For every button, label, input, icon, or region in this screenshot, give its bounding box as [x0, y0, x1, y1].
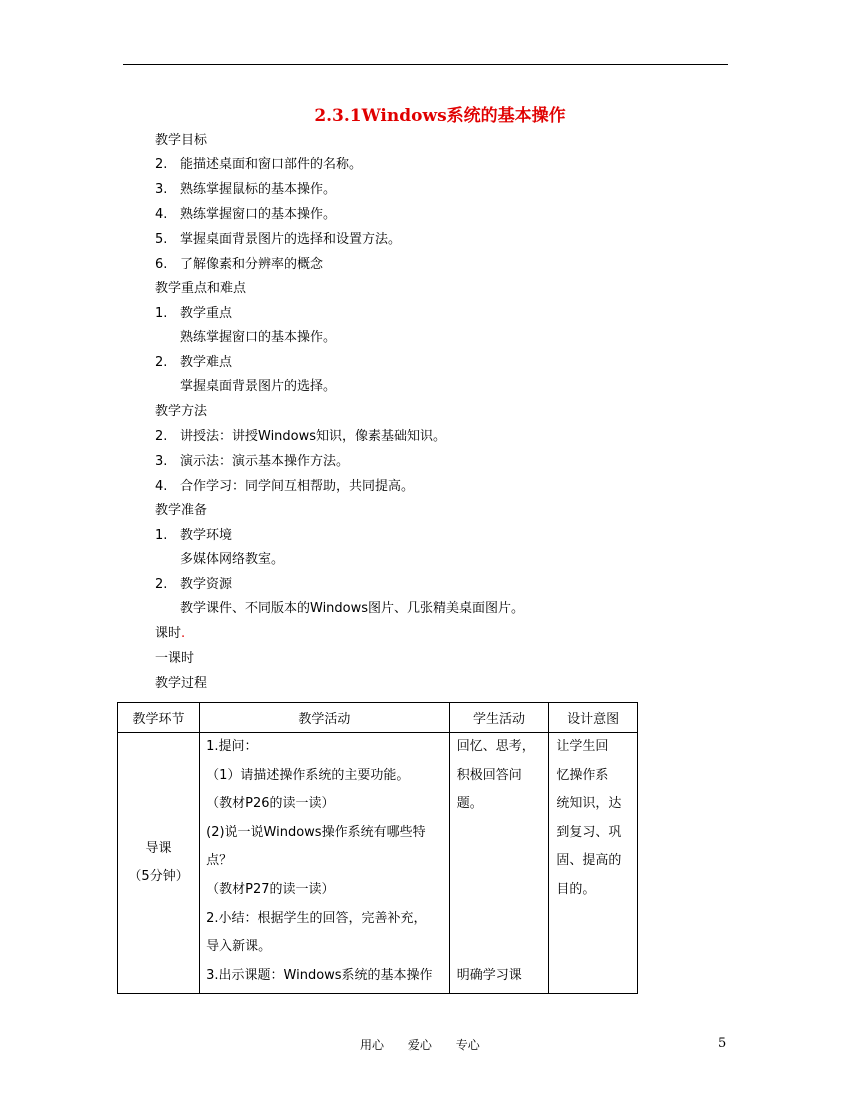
keypoint-item — [155, 355, 232, 371]
goal-text: 了解像素和分辨率的概念 — [180, 257, 324, 272]
prep-number: 2. — [155, 577, 168, 592]
header-rule — [123, 64, 728, 65]
header-stage: 教学环节 — [118, 703, 200, 733]
intent-line: 固、提高的 — [556, 853, 622, 869]
header-student: 学生活动 — [449, 703, 549, 733]
activity-line: 导入新课。 — [206, 939, 272, 955]
process-heading: 教学过程 — [155, 676, 208, 691]
keypoint-label: 教学重点 — [180, 306, 233, 321]
method-number: 3. — [155, 454, 168, 469]
intent-line: 统知识，达 — [556, 796, 622, 812]
stage-name: 导课 — [145, 841, 172, 857]
keypoint-number: 2. — [155, 355, 168, 370]
goal-number: 3. — [155, 182, 168, 197]
activity-line: (2)说一说Windows操作系统有哪些特 — [206, 824, 426, 840]
activity-line: 3.出示课题：Windows系统的基本操作 — [206, 967, 433, 983]
student-line — [457, 847, 545, 876]
keypoints-heading: 教学重点和难点 — [155, 281, 247, 296]
student-cell — [449, 733, 549, 994]
goal-text: 熟练掌握鼠标的基本操作。 — [180, 182, 337, 197]
goal-number: 5. — [155, 232, 168, 247]
activity-cell — [200, 733, 450, 994]
goal-number: 4. — [155, 207, 168, 222]
stage-cell — [118, 733, 200, 994]
activity-line: 1.提问： — [206, 739, 258, 754]
page-number: 5 — [718, 1036, 727, 1051]
prep-detail: 多媒体网络教室。 — [180, 552, 285, 567]
methods-heading: 教学方法 — [155, 404, 208, 419]
keypoint-detail: 熟练掌握窗口的基本操作。 — [180, 330, 337, 345]
activity-line: （1）请描述操作系统的主要功能。 — [206, 767, 410, 783]
activity-line: 点？ — [206, 853, 233, 869]
student-line — [457, 933, 545, 962]
goals-heading: 教学目标 — [155, 133, 208, 148]
hours-heading — [155, 626, 185, 642]
student-line: 明确学习课 — [456, 967, 522, 983]
hours-value: 一课时 — [155, 651, 195, 666]
prep-label: 教学环境 — [180, 528, 233, 543]
goal-text: 掌握桌面背景图片的选择和设置方法。 — [180, 232, 402, 247]
table-row — [118, 733, 638, 994]
hours-heading-mark: . — [181, 626, 186, 641]
prep-item — [155, 577, 232, 593]
goal-text: 能描述桌面和窗口部件的名称。 — [180, 157, 363, 172]
header-activity: 教学活动 — [200, 703, 450, 733]
intent-line: 忆操作系 — [556, 767, 609, 783]
stage-duration: （5分钟） — [128, 869, 189, 885]
activity-line: （教材P26的读一读） — [206, 796, 335, 812]
prep-heading: 教学准备 — [155, 503, 208, 518]
process-table — [117, 702, 638, 994]
intent-line: 目的。 — [556, 881, 596, 897]
method-item — [155, 429, 446, 445]
footer-word: 爱心 — [407, 1038, 432, 1052]
goal-text: 熟练掌握窗口的基本操作。 — [180, 207, 337, 222]
method-text: 合作学习：同学间互相帮助，共同提高。 — [180, 479, 415, 494]
hours-heading-label: 课时 — [155, 626, 182, 641]
method-number: 4. — [155, 479, 168, 494]
keypoint-number: 1. — [155, 306, 168, 321]
student-line: 回忆、思考， — [456, 739, 535, 754]
activity-line: （教材P27的读一读） — [206, 881, 335, 897]
header-intent: 设计意图 — [549, 703, 638, 733]
footer-word: 用心 — [360, 1038, 385, 1052]
method-item — [155, 479, 414, 495]
student-line: 积极回答问 — [456, 767, 522, 783]
document-title: 2.3.1Windows系统的基本操作 — [314, 106, 566, 126]
student-line — [457, 905, 545, 934]
intent-line: 让学生回 — [556, 739, 609, 754]
method-item — [155, 454, 349, 470]
goal-number: 6. — [155, 257, 168, 272]
intent-cell — [549, 733, 638, 994]
student-line: 题。 — [456, 796, 483, 812]
activity-line: 2.小结：根据学生的回答，完善补充， — [206, 910, 427, 926]
goal-item — [155, 182, 336, 198]
prep-number: 1. — [155, 528, 168, 543]
goal-item — [155, 157, 362, 173]
footer — [360, 1036, 492, 1053]
keypoint-label: 教学难点 — [180, 355, 233, 370]
prep-detail: 教学课件、不同版本的Windows图片、几张精美桌面图片。 — [180, 601, 525, 616]
method-text: 讲授法：讲授Windows知识，像素基础知识。 — [180, 429, 447, 444]
keypoint-item — [155, 306, 232, 322]
method-text: 演示法：演示基本操作方法。 — [180, 454, 350, 469]
goal-number: 2. — [155, 157, 168, 172]
prep-label: 教学资源 — [180, 577, 233, 592]
goal-item — [155, 257, 323, 273]
footer-word: 专心 — [455, 1038, 480, 1052]
student-line — [457, 876, 545, 905]
table-header-row — [118, 703, 638, 733]
goal-item — [155, 232, 401, 248]
intent-line: 到复习、巩 — [556, 824, 622, 840]
goal-item — [155, 207, 336, 223]
keypoint-detail: 掌握桌面背景图片的选择。 — [180, 379, 337, 394]
method-number: 2. — [155, 429, 168, 444]
student-line — [457, 819, 545, 848]
prep-item — [155, 528, 232, 544]
